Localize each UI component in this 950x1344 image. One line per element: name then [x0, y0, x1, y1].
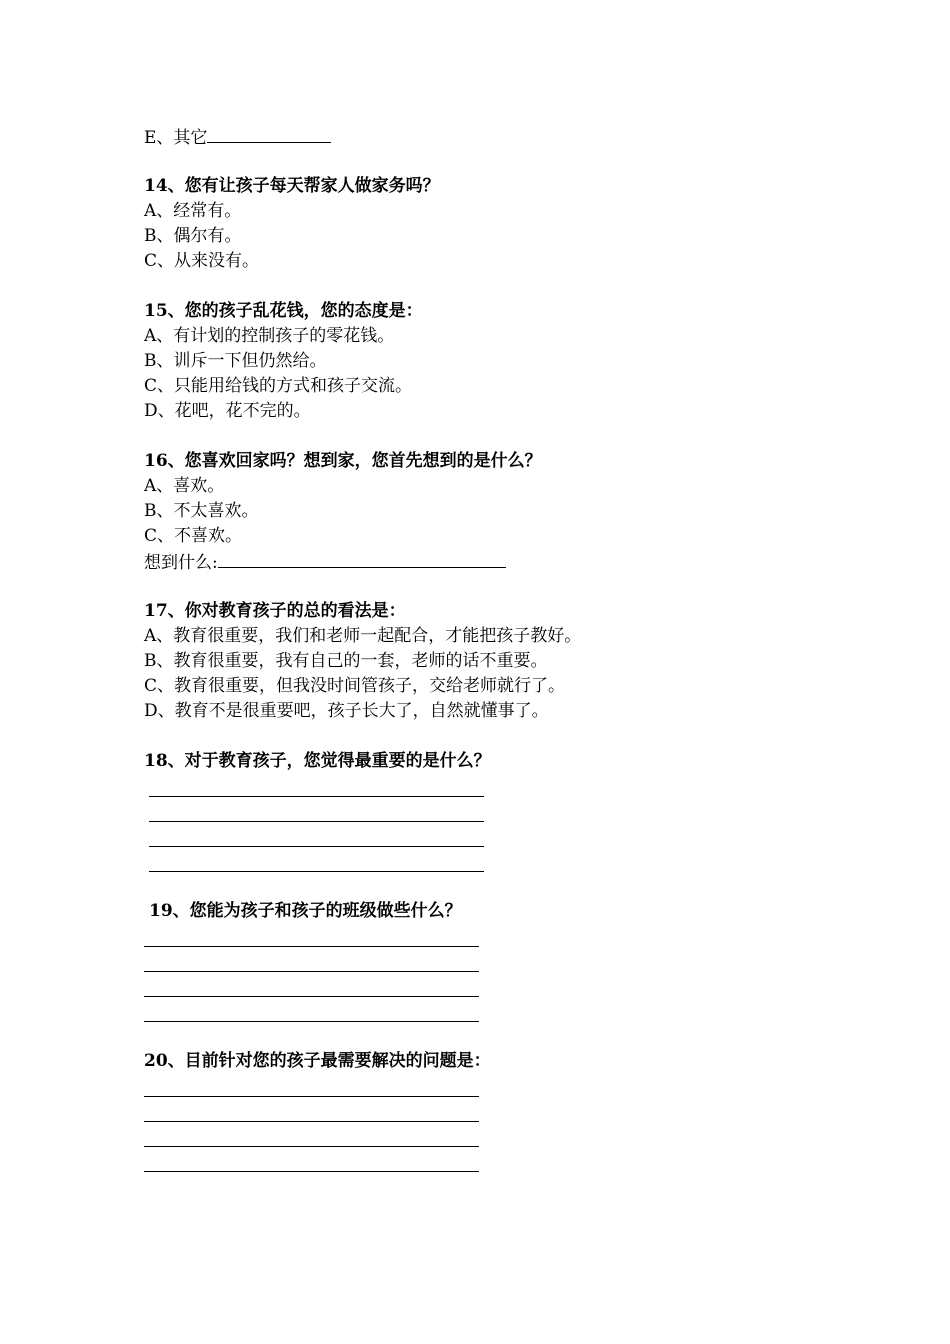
q17-option-c[interactable]: C、教育很重要，但我没时间管孩子，交给老师就行了。 — [144, 676, 566, 696]
q20-answer-line[interactable] — [144, 1074, 844, 1099]
q15-question: 15、您的孩子乱花钱，您的态度是： — [144, 301, 423, 321]
q14-option-c[interactable]: C、从来没有。 — [144, 251, 260, 271]
q20-question: 20、目前针对您的孩子最需要解决的问题是： — [144, 1051, 491, 1071]
q15-option-c[interactable]: C、只能用给钱的方式和孩子交流。 — [144, 376, 413, 396]
q16-option-c[interactable]: C、不喜欢。 — [144, 526, 243, 546]
q15-option-d[interactable]: D、花吧，花不完的。 — [144, 401, 311, 421]
q20-answer-line[interactable] — [144, 1099, 844, 1124]
q18-answer-line[interactable] — [144, 774, 844, 799]
q20-answer-line[interactable] — [144, 1124, 844, 1149]
q14-option-b[interactable]: B、偶尔有。 — [144, 226, 242, 246]
q16-option-b[interactable]: B、不太喜欢。 — [144, 501, 259, 521]
q15-option-b[interactable]: B、训斥一下但仍然给。 — [144, 351, 327, 371]
q16-fill-label: 想到什么: — [144, 553, 218, 573]
q18-answer-line[interactable] — [144, 849, 844, 874]
q13-option-e: E、其它 — [144, 124, 844, 149]
q14-option-a[interactable]: A、经常有。 — [144, 201, 242, 221]
q18-answer-line[interactable] — [144, 799, 844, 824]
q19-answer-line[interactable] — [144, 924, 844, 949]
survey-page — [144, 124, 844, 1174]
q19-question: 19、您能为孩子和孩子的班级做些什么？ — [149, 901, 462, 921]
q20-answer-line[interactable] — [144, 1149, 844, 1174]
q18-question: 18、对于教育孩子，您觉得最重要的是什么？ — [144, 751, 491, 771]
q19-answer-line[interactable] — [144, 974, 844, 999]
q13-fill-blank[interactable] — [207, 124, 331, 143]
q16-question: 16、您喜欢回家吗？想到家，您首先想到的是什么？ — [144, 451, 542, 471]
q19-answer-line[interactable] — [144, 999, 844, 1024]
q16-fill-row — [144, 549, 844, 574]
q14-question: 14、您有让孩子每天帮家人做家务吗？ — [144, 176, 440, 196]
q19-answer-line[interactable] — [144, 949, 844, 974]
q15-option-a[interactable]: A、有计划的控制孩子的零花钱。 — [144, 326, 395, 346]
q18-answer-line[interactable] — [144, 824, 844, 849]
q17-question: 17、你对教育孩子的总的看法是： — [144, 601, 406, 621]
q16-fill-blank[interactable] — [218, 549, 506, 568]
q17-option-b[interactable]: B、教育很重要，我有自己的一套，老师的话不重要。 — [144, 651, 548, 671]
q17-option-a[interactable]: A、教育很重要，我们和老师一起配合，才能把孩子教好。 — [144, 626, 582, 646]
q17-option-d[interactable]: D、教育不是很重要吧，孩子长大了，自然就懂事了。 — [144, 701, 549, 721]
q16-option-a[interactable]: A、喜欢。 — [144, 476, 225, 496]
